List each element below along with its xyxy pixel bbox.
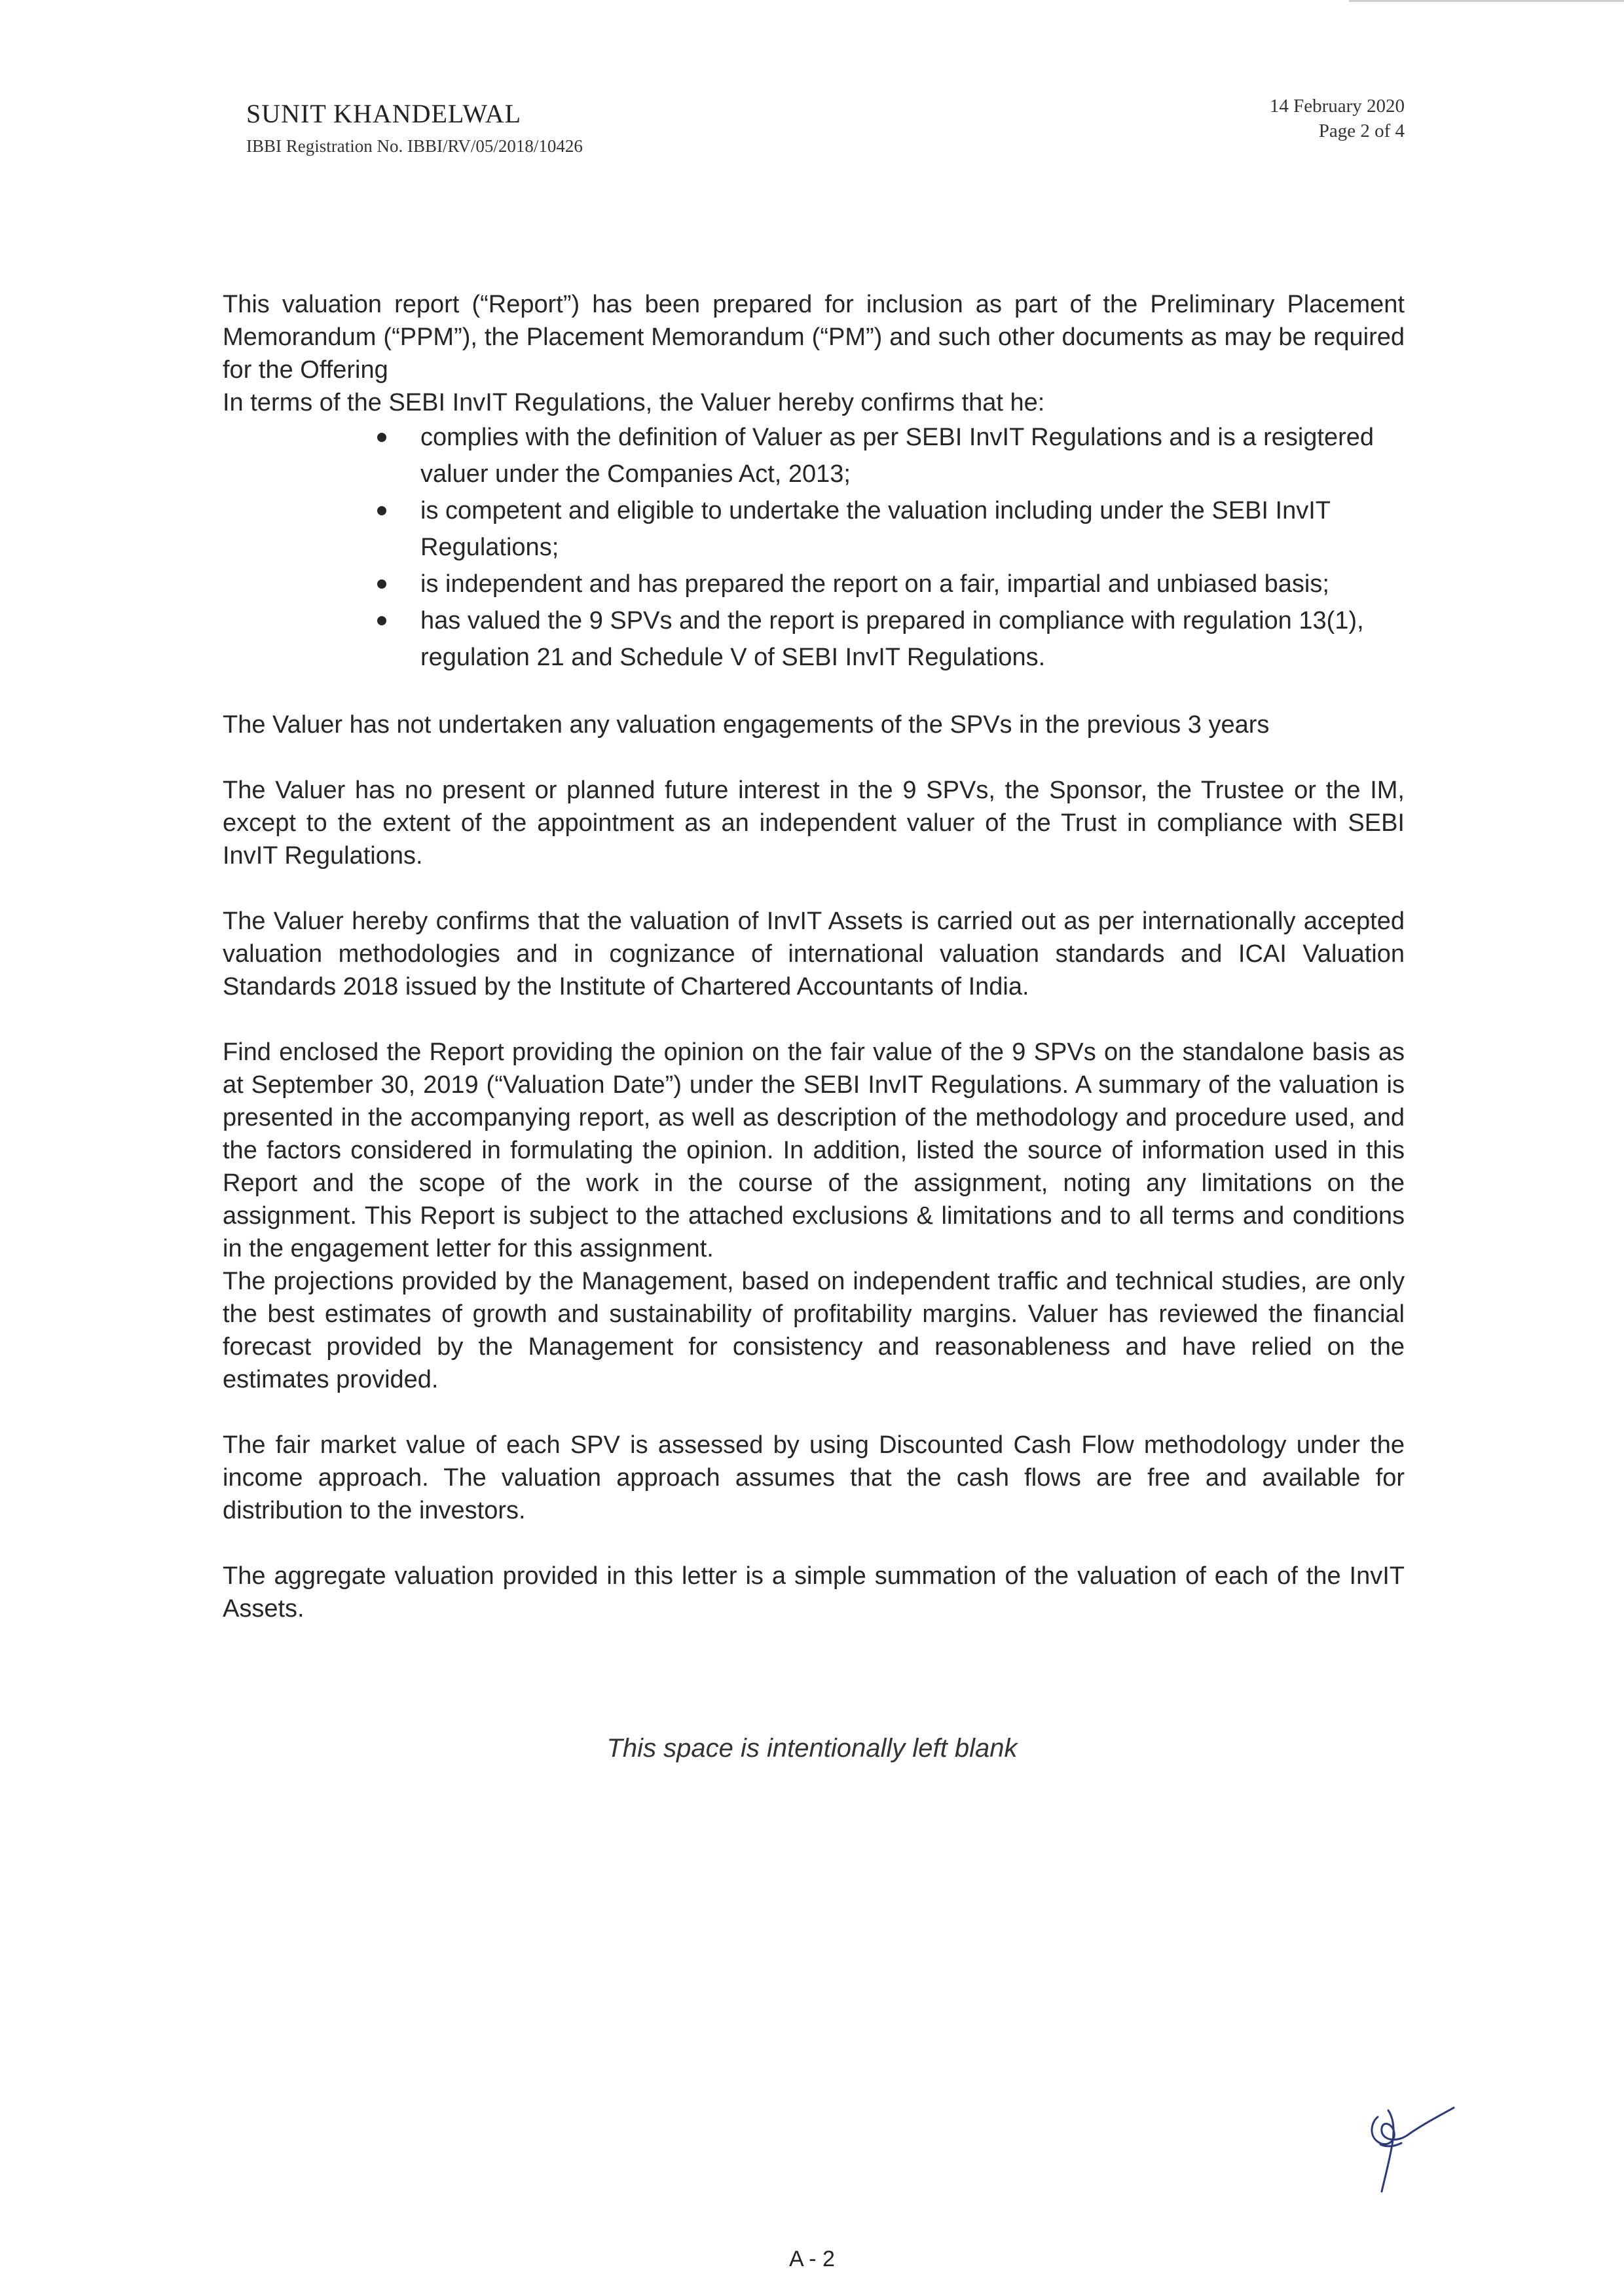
bullet-icon	[377, 506, 386, 515]
page-indicator: Page 2 of 4	[1318, 120, 1405, 141]
bullet-icon	[377, 616, 386, 625]
paragraph-methodology: The Valuer hereby confirms that the valuation of InvIT Assets is carried out as per internationally accepted valuation methodologies and in cognizance of international valuation standards and ICAI Valuation Standards 2018 issued by the Institute of Chartered Accountants of India.	[223, 908, 1405, 1001]
paragraph-prior-engagements: The Valuer has not undertaken any valuation engagements of the SPVs in the previous 3 years	[223, 711, 1270, 739]
letterhead	[246, 98, 583, 156]
paragraph-aggregate: The aggregate valuation provided in this letter is a simple summation of the valuation of each of the InvIT Assets.	[223, 1562, 1405, 1623]
registration-number: IBBI Registration No. IBBI/RV/05/2018/10426	[246, 136, 583, 156]
page-footer: A - 2	[789, 2247, 835, 2271]
bullet-icon	[377, 433, 386, 442]
paragraph-purpose: This valuation report (“Report”) has been prepared for inclusion as part of the Preliminary Placement Memorandum (“PPM”), the Placement Memorandum (“PM”) and such other documents as may be required for the Offering	[223, 291, 1405, 384]
paragraph-confirmation-intro: In terms of the SEBI InvIT Regulations, the Valuer hereby confirms that he:	[223, 389, 1045, 416]
list-item: is competent and eligible to undertake the valuation including under the SEBI InvIT Regulations;	[420, 492, 1405, 566]
confirmation-list	[223, 419, 1405, 676]
paragraph-fair-value: The fair market value of each SPV is assessed by using Discounted Cash Flow methodology under the income approach. The valuation approach assumes that the cash flows are free and available for distribution to the investors.	[223, 1431, 1405, 1524]
blank-space-note: This space is intentionally left blank	[606, 1734, 1018, 1763]
letter-body	[223, 288, 1405, 1625]
list-item: is independent and has prepared the report on a fair, impartial and unbiased basis;	[420, 566, 1405, 602]
list-item: has valued the 9 SPVs and the report is prepared in compliance with regulation 13(1), regulation 21 and Schedule V of SEBI InvIT Regulations.	[420, 602, 1405, 676]
paragraph-interest: The Valuer has no present or planned future interest in the 9 SPVs, the Sponsor, the Trustee or the IM, except to the extent of the appointment as an independent valuer of the Trust in compliance with SEBI InvIT Regulations.	[223, 777, 1405, 870]
list-item: complies with the definition of Valuer as per SEBI InvIT Regulations and is a resigtered valuer under the Companies Act, 2013;	[420, 419, 1405, 492]
bullet-icon	[377, 579, 386, 589]
signature-icon	[1356, 2092, 1467, 2203]
valuer-name: SUNIT KHANDELWAL	[246, 99, 522, 128]
top-edge-rule	[1349, 0, 1624, 2]
letter-date: 14 February 2020	[1269, 96, 1405, 117]
paragraph-projections: The projections provided by the Management, based on independent traffic and technical studies, are only the best estimates of growth and sustainability of profitability margins. Valuer has reviewed the financial forecast provided by the Management for consistency and reasonableness and have relied on the estimates provided.	[223, 1268, 1405, 1393]
paragraph-report-summary: Find enclosed the Report providing the opinion on the fair value of the 9 SPVs on the standalone basis as at September 30, 2019 (“Valuation Date”) under the SEBI InvIT Regulations. A summary of the valuation is presented in the accompanying report, as well as description of the methodology and procedure used, and the factors considered in formulating the opinion. In addition, listed the source of information used in this Report and the scope of the work in the course of the assignment, noting any limitations on the assignment. This Report is subject to the attached exclusions & limitations and to all terms and conditions in the engagement letter for this assignment.	[223, 1038, 1405, 1262]
header-meta	[1270, 94, 1405, 143]
